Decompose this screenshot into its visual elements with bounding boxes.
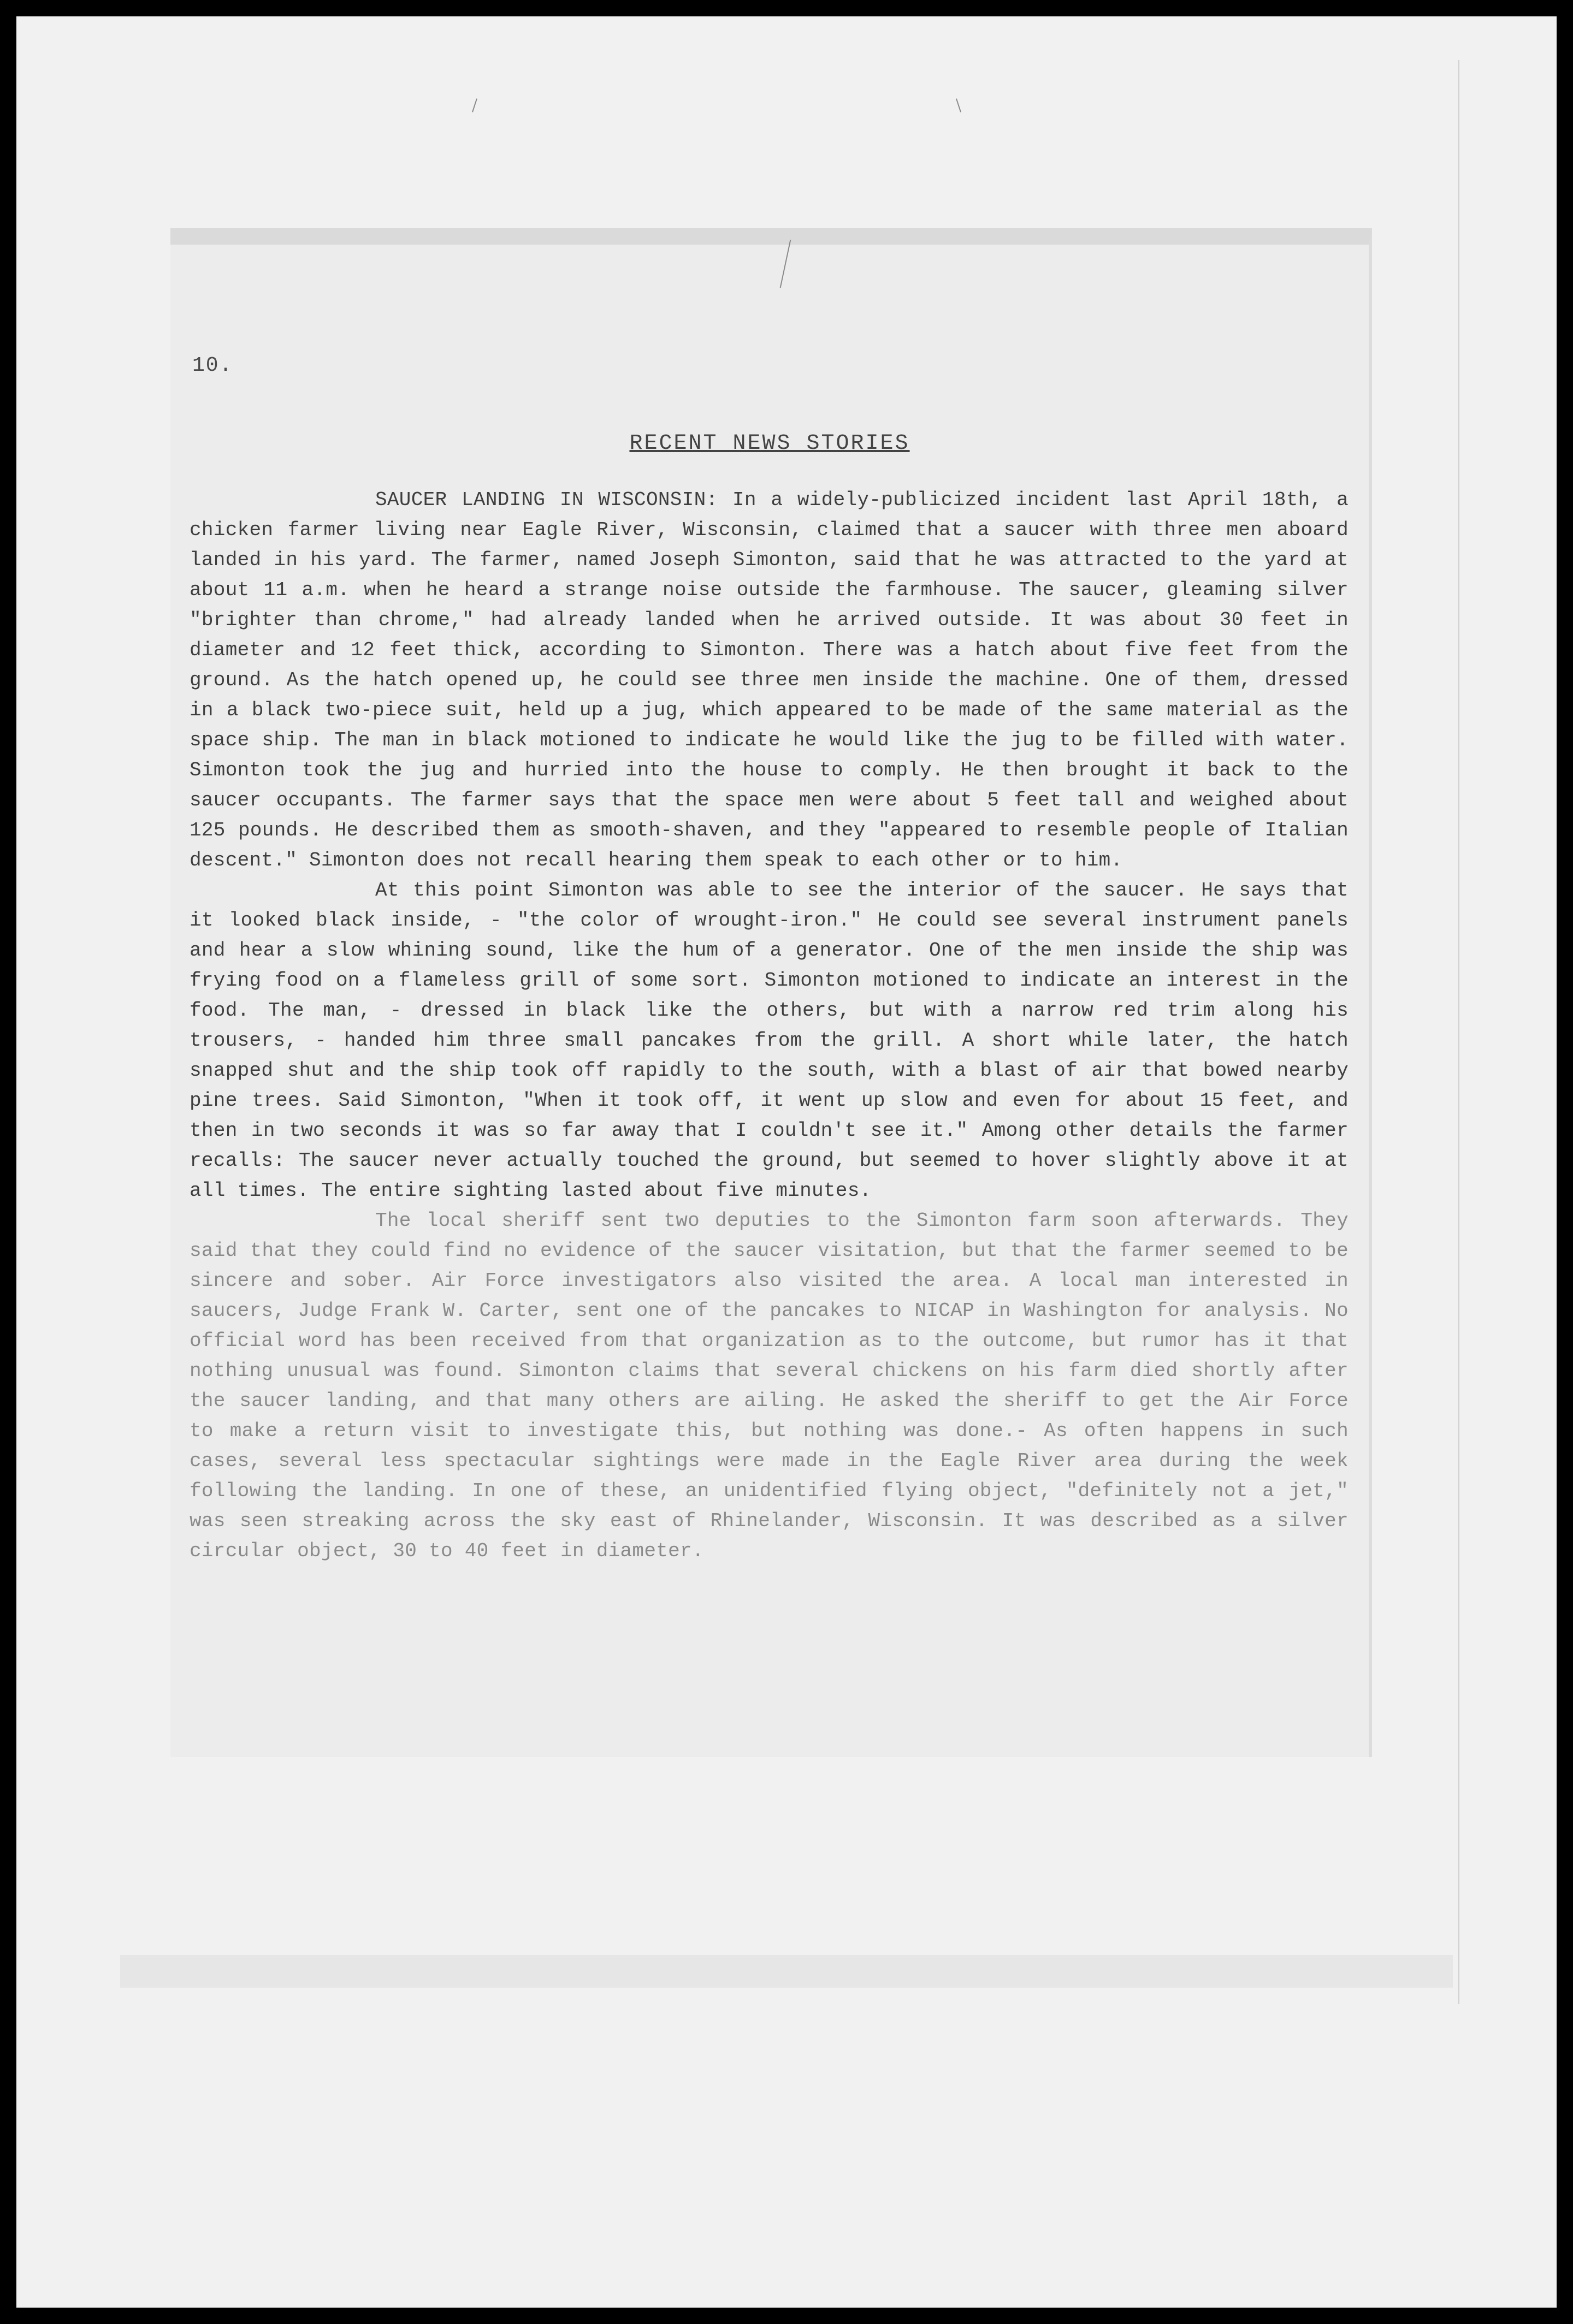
photo-sheet bbox=[16, 16, 1557, 2308]
document-page bbox=[170, 228, 1372, 1757]
bottom-band bbox=[120, 1955, 1453, 1988]
paragraph: The local sheriff sent two deputies to the Simonton farm soon afterwards. They said that they could find no evidence of the saucer visitation, but that the farmer seemed to be sincere and sober. Air Force investigators also visited the area. A local man interested in saucers, Judge Frank W. Carter, sent one of the pancakes to NICAP in Washington for analysis. No official word has been received from that organization as to the outcome, but rumor has it that nothing unusual was found. Simonton claims that several chickens on his farm died shortly after the saucer landing, and that many others are ailing. He asked the sheriff to get the Air Force to make a return visit to investigate this, but nothing was done.- As often happens in such cases, several less spectacular sightings were made in the Eagle River area during the week following the landing. In one of these, an unidentified flying object, "definitely not a jet," was seen streaking across the sky east of Rhinelander, Wisconsin. It was described as a silver circular object, 30 to 40 feet in diameter. bbox=[190, 1210, 1349, 1562]
crop-mark bbox=[472, 98, 477, 112]
paragraph: SAUCER LANDING IN WISCONSIN: In a widely-publicized incident last April 18th, a chicken farmer living near Eagle River, Wisconsin, claimed that a saucer with three men aboard landed in his yard. The farmer, named Joseph Simonton, said that he was attracted to the yard at about 11 a.m. when he heard a strange noise outside the farmhouse. The saucer, gleaming silver "brighter than chrome," had already landed when he arrived outside. It was about 30 feet in diameter and 12 feet thick, according to Simonton. There was a hatch about five feet from the ground. As the hatch opened up, he could see three men inside the machine. One of them, dressed in a black two-piece suit, held up a jug, which appeared to be made of the same material as the space ship. The man in black motioned to indicate he would like the jug to be filled with water. Simonton took the jug and hurried into the house to comply. He then brought it back to the saucer occupants. The farmer says that the space men were about 5 feet tall and weighed about 125 pounds. He described them as smooth-shaven, and they "appeared to resemble people of Italian descent." Simonton does not recall hearing them speak to each other or to him. bbox=[190, 489, 1349, 872]
crop-mark bbox=[956, 98, 961, 112]
sheet-edge bbox=[1458, 60, 1459, 2004]
fold-mark bbox=[780, 240, 791, 288]
page-title: RECENT NEWS STORIES bbox=[629, 431, 910, 456]
paragraph: At this point Simonton was able to see the interior of the saucer. He says that it looked black inside, - "the color of wrought-iron." He could see several instrument panels and hear a slow whining sound, like the hum of a generator. One of the men inside the ship was frying food on a flameless grill of some sort. Simonton motioned to indicate an interest in the food. The man, - dressed in black like the others, but with a narrow red trim along his trousers, - handed him three small pancakes from the grill. A short while later, the hatch snapped shut and the ship took off rapidly to the south, with a blast of air that bowed nearby pine trees. Said Simonton, "When it took off, it went up slow and even for about 15 feet, and then in two seconds it was so far away that I couldn't see it." Among other details the farmer recalls: The saucer never actually touched the ground, but seemed to hover slightly above it at all times. The entire sighting lasted about five minutes. bbox=[190, 879, 1349, 1202]
article-body bbox=[190, 485, 1349, 1566]
page-number: 10. bbox=[192, 354, 233, 377]
